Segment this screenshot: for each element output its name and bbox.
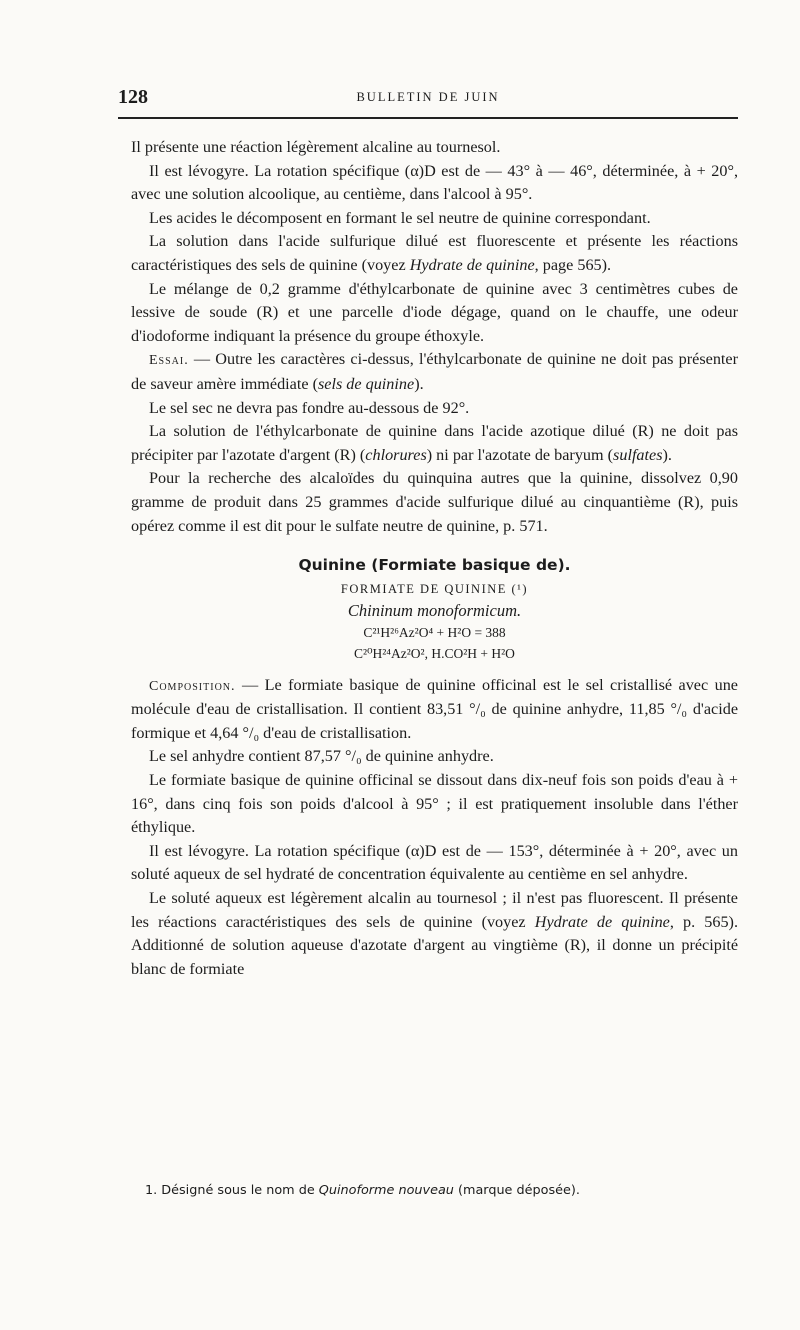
paragraph-alkaloids: Pour la recherche des alcaloïdes du quinquina autres que la quinine, dissolvez 0,90 gramme de produit dans 25 grammes d'acide sulfurique dilué au cinquantième (R), puis opérez comme il est dit pour le sulfate neutre de quinine, p. 571. (131, 469, 738, 535)
paragraph-essai (131, 348, 738, 396)
paragraph-acids: Les acides le décomposent en formant le sel neutre de quinine correspondant. (149, 208, 651, 227)
paragraph-fluorescence (131, 230, 738, 277)
chemical-formula-1: C²¹H²⁶Az²O⁴ + H²O = 388 (363, 624, 506, 640)
section-label-essai: Essai. (149, 353, 189, 369)
text-span: 1. Désigné sous le nom de (145, 1183, 319, 1198)
paragraph-nitric (131, 420, 738, 467)
page-number: 128 (118, 86, 148, 108)
paragraph-melting: Le sel sec ne devra pas fondre au-dessous de 92°. (149, 398, 470, 417)
cross-reference: sels de quinine (317, 374, 415, 393)
text-span: La solution de l'éthylcarbonate de quinine dans l'acide azotique dilué (R) ne doit pas précipiter par l'azotate d'argent (R) ( (131, 422, 738, 464)
page-body (131, 136, 738, 981)
text-span: Le soluté aqueux est légèrement alcalin au tournesol ; il n'est pas fluorescent. Il présente les réactions caractéristiques des sels de quinine (voyez (131, 889, 738, 931)
chemical-formula-2: C²⁰H²⁴Az²O², H.CO²H + H²O (354, 645, 515, 661)
text-span: , page 565). (534, 255, 612, 274)
paragraph-iodoform: Le mélange de 0,2 gramme d'éthylcarbonate de quinine avec 3 centimètres cubes de lessive de soude (R) et une parcelle d'iode dégage, quand on le chauffe, une odeur d'iodoforme indiquant la présence du groupe éthoxyle. (131, 279, 738, 345)
paragraph-rotation-2: Il est lévogyre. La rotation spécifique (α)D est de — 153°, déterminée à + 20°, avec un soluté aqueux de sel hydraté de concentration équivalente au centième en sel anhydre. (131, 841, 738, 884)
running-head: BULLETIN DE JUIN (356, 90, 500, 104)
monograph-latin-name: Chininum monoformicum. (347, 600, 522, 620)
text-span: ). (662, 445, 672, 464)
text-span: ). (414, 374, 424, 393)
text-span: , p. 565). Additionné de solution aqueuse d'azotate d'argent au vingtième (R), il donne un précipité blanc de formiate (131, 912, 738, 978)
header-rule (118, 117, 738, 119)
text-span: — Outre les caractères ci-dessus, l'éthylcarbonate de quinine ne doit pas présenter de saveur amère immédiate ( (131, 350, 738, 393)
cross-reference: Hydrate de quinine (534, 912, 670, 931)
text-span: ) ni par l'azotate de baryum ( (426, 445, 614, 464)
cross-reference: sulfates (613, 445, 663, 464)
paragraph-aqueous (131, 887, 738, 981)
page-header (118, 84, 738, 112)
cross-reference: chlorures (365, 445, 427, 464)
text-span: La solution dans l'acide sulfurique dilué est fluorescente et présente les réactions caractéristiques des sels de quinine (voyez (131, 232, 738, 274)
footnote-reference: Quinoforme nouveau (318, 1183, 454, 1198)
paragraph-rotation: Il est lévogyre. La rotation spécifique (α)D est de — 43° à — 46°, déterminée, à + 20°, avec une solution alcoolique, au centième, dans l'alcool à 95°. (131, 161, 738, 204)
text-span: — Le formiate basique de quinine officinal est le sel cristallisé avec une molécule d'eau de cristallisation. Il contient 83,51 °/₀ de quinine anhydre, 11,85 °/₀ d'acide formique et 4,64 °/₀ d'eau de cristallisation. (131, 675, 738, 742)
section-label-composition: Composition. (149, 678, 236, 694)
cross-reference: Hydrate de quinine (409, 255, 535, 274)
footnote (131, 1182, 738, 1200)
monograph-title: Quinine (Formiate basique de). (298, 556, 571, 575)
paragraph-anhydrous: Le sel anhydre contient 87,57 °/₀ de quinine anhydre. (149, 747, 494, 766)
paragraph-composition (131, 674, 738, 746)
text-span: (marque déposée). (453, 1183, 580, 1198)
paragraph-solubility: Le formiate basique de quinine officinal se dissout dans dix-neuf fois son poids d'eau à + 16°, dans cinq fois son poids d'alcool à 95° ; il est pratiquement insoluble dans l'éther éthylique. (131, 771, 738, 837)
monograph-subtitle: FORMIATE DE QUININE (¹) (340, 581, 529, 596)
paragraph-alkaline: Il présente une réaction légèrement alcaline au tournesol. (131, 138, 501, 156)
